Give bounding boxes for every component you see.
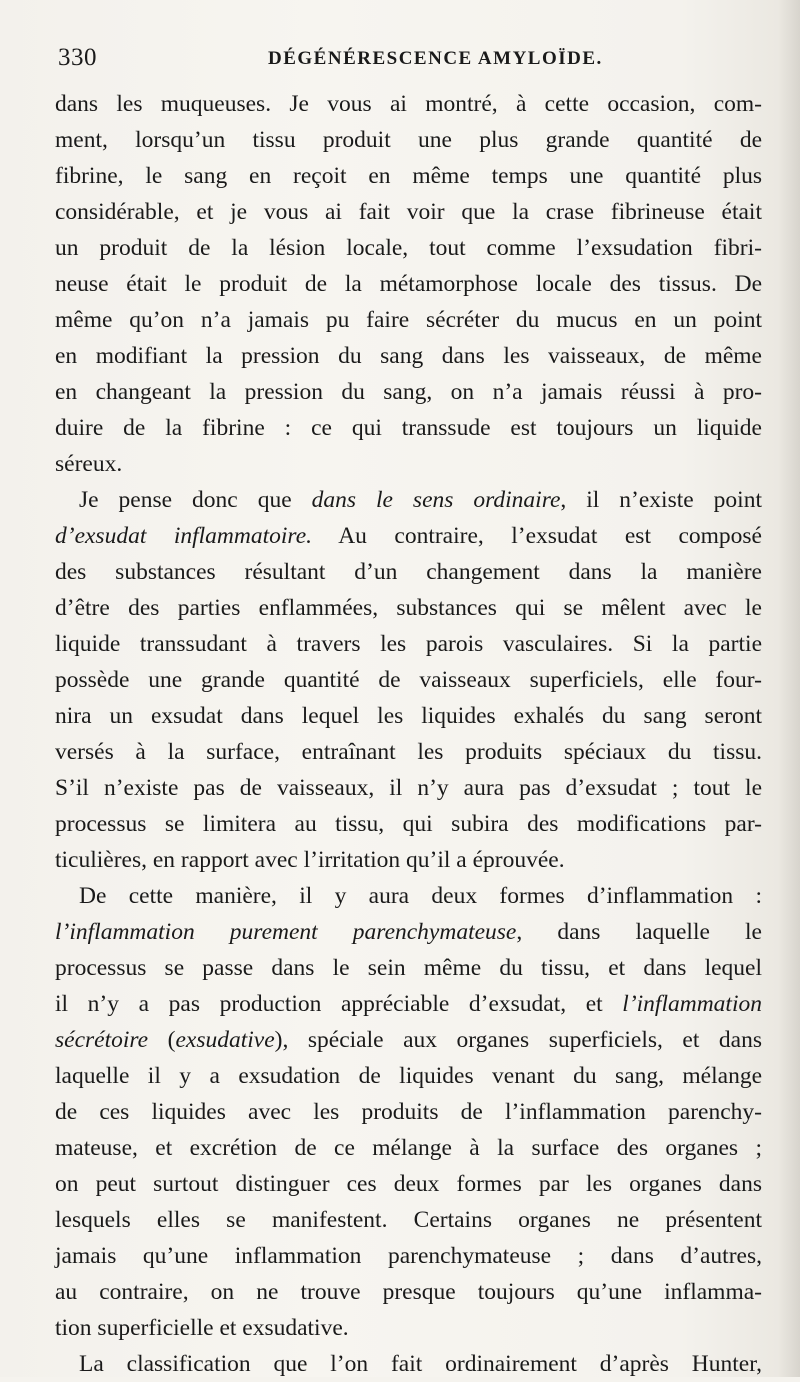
text-line bbox=[55, 374, 762, 410]
text-segment: processus se passe dans le sein même du tissu, et dans lequel bbox=[55, 955, 762, 981]
text-line bbox=[55, 230, 762, 266]
page-edge-shadow bbox=[778, 0, 800, 1377]
text-line bbox=[55, 878, 762, 914]
text-line bbox=[55, 1310, 762, 1346]
text-segment: , dans laquelle le bbox=[516, 919, 762, 945]
italic-text: l’inflammation purement parenchymateuse bbox=[55, 919, 517, 945]
text-segment: ment, lorsqu’un tissu produit une plus grande quantité de bbox=[55, 127, 762, 153]
text-line bbox=[55, 86, 762, 122]
text-line bbox=[55, 1094, 762, 1130]
text-line bbox=[55, 1058, 762, 1094]
text-line bbox=[55, 482, 762, 518]
italic-text: l’inflammation bbox=[622, 991, 762, 1017]
text-segment: neuse était le produit de la métamorphose locale des tissus. De bbox=[55, 271, 762, 297]
text-line bbox=[55, 1238, 762, 1274]
text-line bbox=[55, 446, 762, 482]
text-line bbox=[55, 734, 762, 770]
text-line bbox=[55, 986, 762, 1022]
text-segment: Au contraire, l’exsudat est composé bbox=[312, 523, 762, 549]
text-segment: ticulières, en rapport avec l’irritation qu’il a éprouvée. bbox=[55, 847, 565, 873]
text-line bbox=[55, 194, 762, 230]
text-segment: il n’y a pas production appréciable d’exsudat, et bbox=[55, 991, 623, 1017]
text-segment: séreux. bbox=[55, 451, 123, 477]
text-line bbox=[55, 806, 762, 842]
text-segment: même qu’on n’a jamais pu faire sécréter du mucus en un point bbox=[55, 307, 762, 333]
page-header bbox=[58, 44, 758, 74]
text-line bbox=[55, 662, 762, 698]
text-line bbox=[55, 554, 762, 590]
text-line bbox=[55, 1130, 762, 1166]
text-segment: ( bbox=[148, 1027, 176, 1053]
text-segment: De cette manière, il y aura deux formes d’inflammation : bbox=[79, 883, 762, 909]
text-segment: un produit de la lésion locale, tout comme l’exsudation fibri- bbox=[55, 235, 762, 261]
text-segment: dans les muqueuses. Je vous ai montré, à cette occasion, com- bbox=[55, 91, 762, 117]
text-segment: de ces liquides avec les produits de l’inflammation parenchy- bbox=[55, 1099, 762, 1125]
page-number: 330 bbox=[58, 44, 97, 71]
text-segment: en modifiant la pression du sang dans les vaisseaux, de même bbox=[55, 343, 762, 369]
text-segment: mateuse, et excrétion de ce mélange à la surface des organes ; bbox=[55, 1135, 762, 1161]
text-line bbox=[55, 1022, 762, 1058]
text-line bbox=[55, 1274, 762, 1310]
text-line bbox=[55, 338, 762, 374]
text-line bbox=[55, 770, 762, 806]
text-segment: jamais qu’une inflammation parenchymateuse ; dans d’autres, bbox=[55, 1243, 762, 1269]
text-segment: tion superficielle et exsudative. bbox=[55, 1315, 349, 1341]
text-segment: processus se limitera au tissu, qui subira des modifications par- bbox=[55, 811, 762, 837]
text-line bbox=[55, 914, 762, 950]
italic-text: d’exsudat inflammatoire. bbox=[55, 523, 313, 549]
text-segment: au contraire, on ne trouve presque toujours qu’une inflamma- bbox=[55, 1279, 762, 1305]
text-segment: La classification que l’on fait ordinairement d’après Hunter, bbox=[79, 1351, 762, 1377]
text-line bbox=[55, 410, 762, 446]
text-line bbox=[55, 518, 762, 554]
text-line bbox=[55, 626, 762, 662]
text-segment: d’être des parties enflammées, substances qui se mêlent avec le bbox=[55, 595, 762, 621]
text-segment: Je pense donc que bbox=[79, 487, 312, 513]
italic-text: exsudative bbox=[175, 1027, 275, 1053]
text-line bbox=[55, 122, 762, 158]
italic-text: dans le sens ordinaire bbox=[311, 487, 561, 513]
text-segment: S’il n’existe pas de vaisseaux, il n’y aura pas d’exsudat ; tout le bbox=[55, 775, 762, 801]
text-segment: fibrine, le sang en reçoit en même temps une quantité plus bbox=[55, 163, 762, 189]
italic-text: sécrétoire bbox=[55, 1027, 149, 1053]
text-segment: laquelle il y a exsudation de liquides venant du sang, mélange bbox=[55, 1063, 762, 1089]
text-line bbox=[55, 842, 762, 878]
text-line bbox=[55, 1202, 762, 1238]
text-segment: versés à la surface, entraînant les produits spéciaux du tissu. bbox=[55, 739, 762, 765]
text-line bbox=[55, 302, 762, 338]
text-segment: liquide transsudant à travers les parois vasculaires. Si la partie bbox=[55, 631, 762, 657]
text-segment: on peut surtout distinguer ces deux formes par les organes dans bbox=[55, 1171, 762, 1197]
text-line bbox=[55, 1166, 762, 1202]
text-segment: ), spéciale aux organes superficiels, et dans bbox=[274, 1027, 762, 1053]
text-line bbox=[55, 950, 762, 986]
text-segment: considérable, et je vous ai fait voir que la crase fibrineuse était bbox=[55, 199, 762, 225]
text-segment: des substances résultant d’un changement dans la manière bbox=[55, 559, 762, 585]
text-segment: duire de la fibrine : ce qui transsude est toujours un liquide bbox=[55, 415, 762, 441]
text-line bbox=[55, 590, 762, 626]
text-segment: lesquels elles se manifestent. Certains organes ne présentent bbox=[55, 1207, 762, 1233]
text-line bbox=[55, 698, 762, 734]
text-segment: , il n’existe point bbox=[560, 487, 762, 513]
text-line bbox=[55, 158, 762, 194]
body-text bbox=[55, 86, 762, 1382]
running-head: DÉGÉNÉRESCENCE AMYLOÏDE. bbox=[268, 48, 603, 69]
text-segment: en changeant la pression du sang, on n’a jamais réussi à pro- bbox=[55, 379, 762, 405]
text-segment: nira un exsudat dans lequel les liquides exhalés du sang seront bbox=[55, 703, 762, 729]
text-line bbox=[55, 266, 762, 302]
text-segment: possède une grande quantité de vaisseaux superficiels, elle four- bbox=[55, 667, 762, 693]
